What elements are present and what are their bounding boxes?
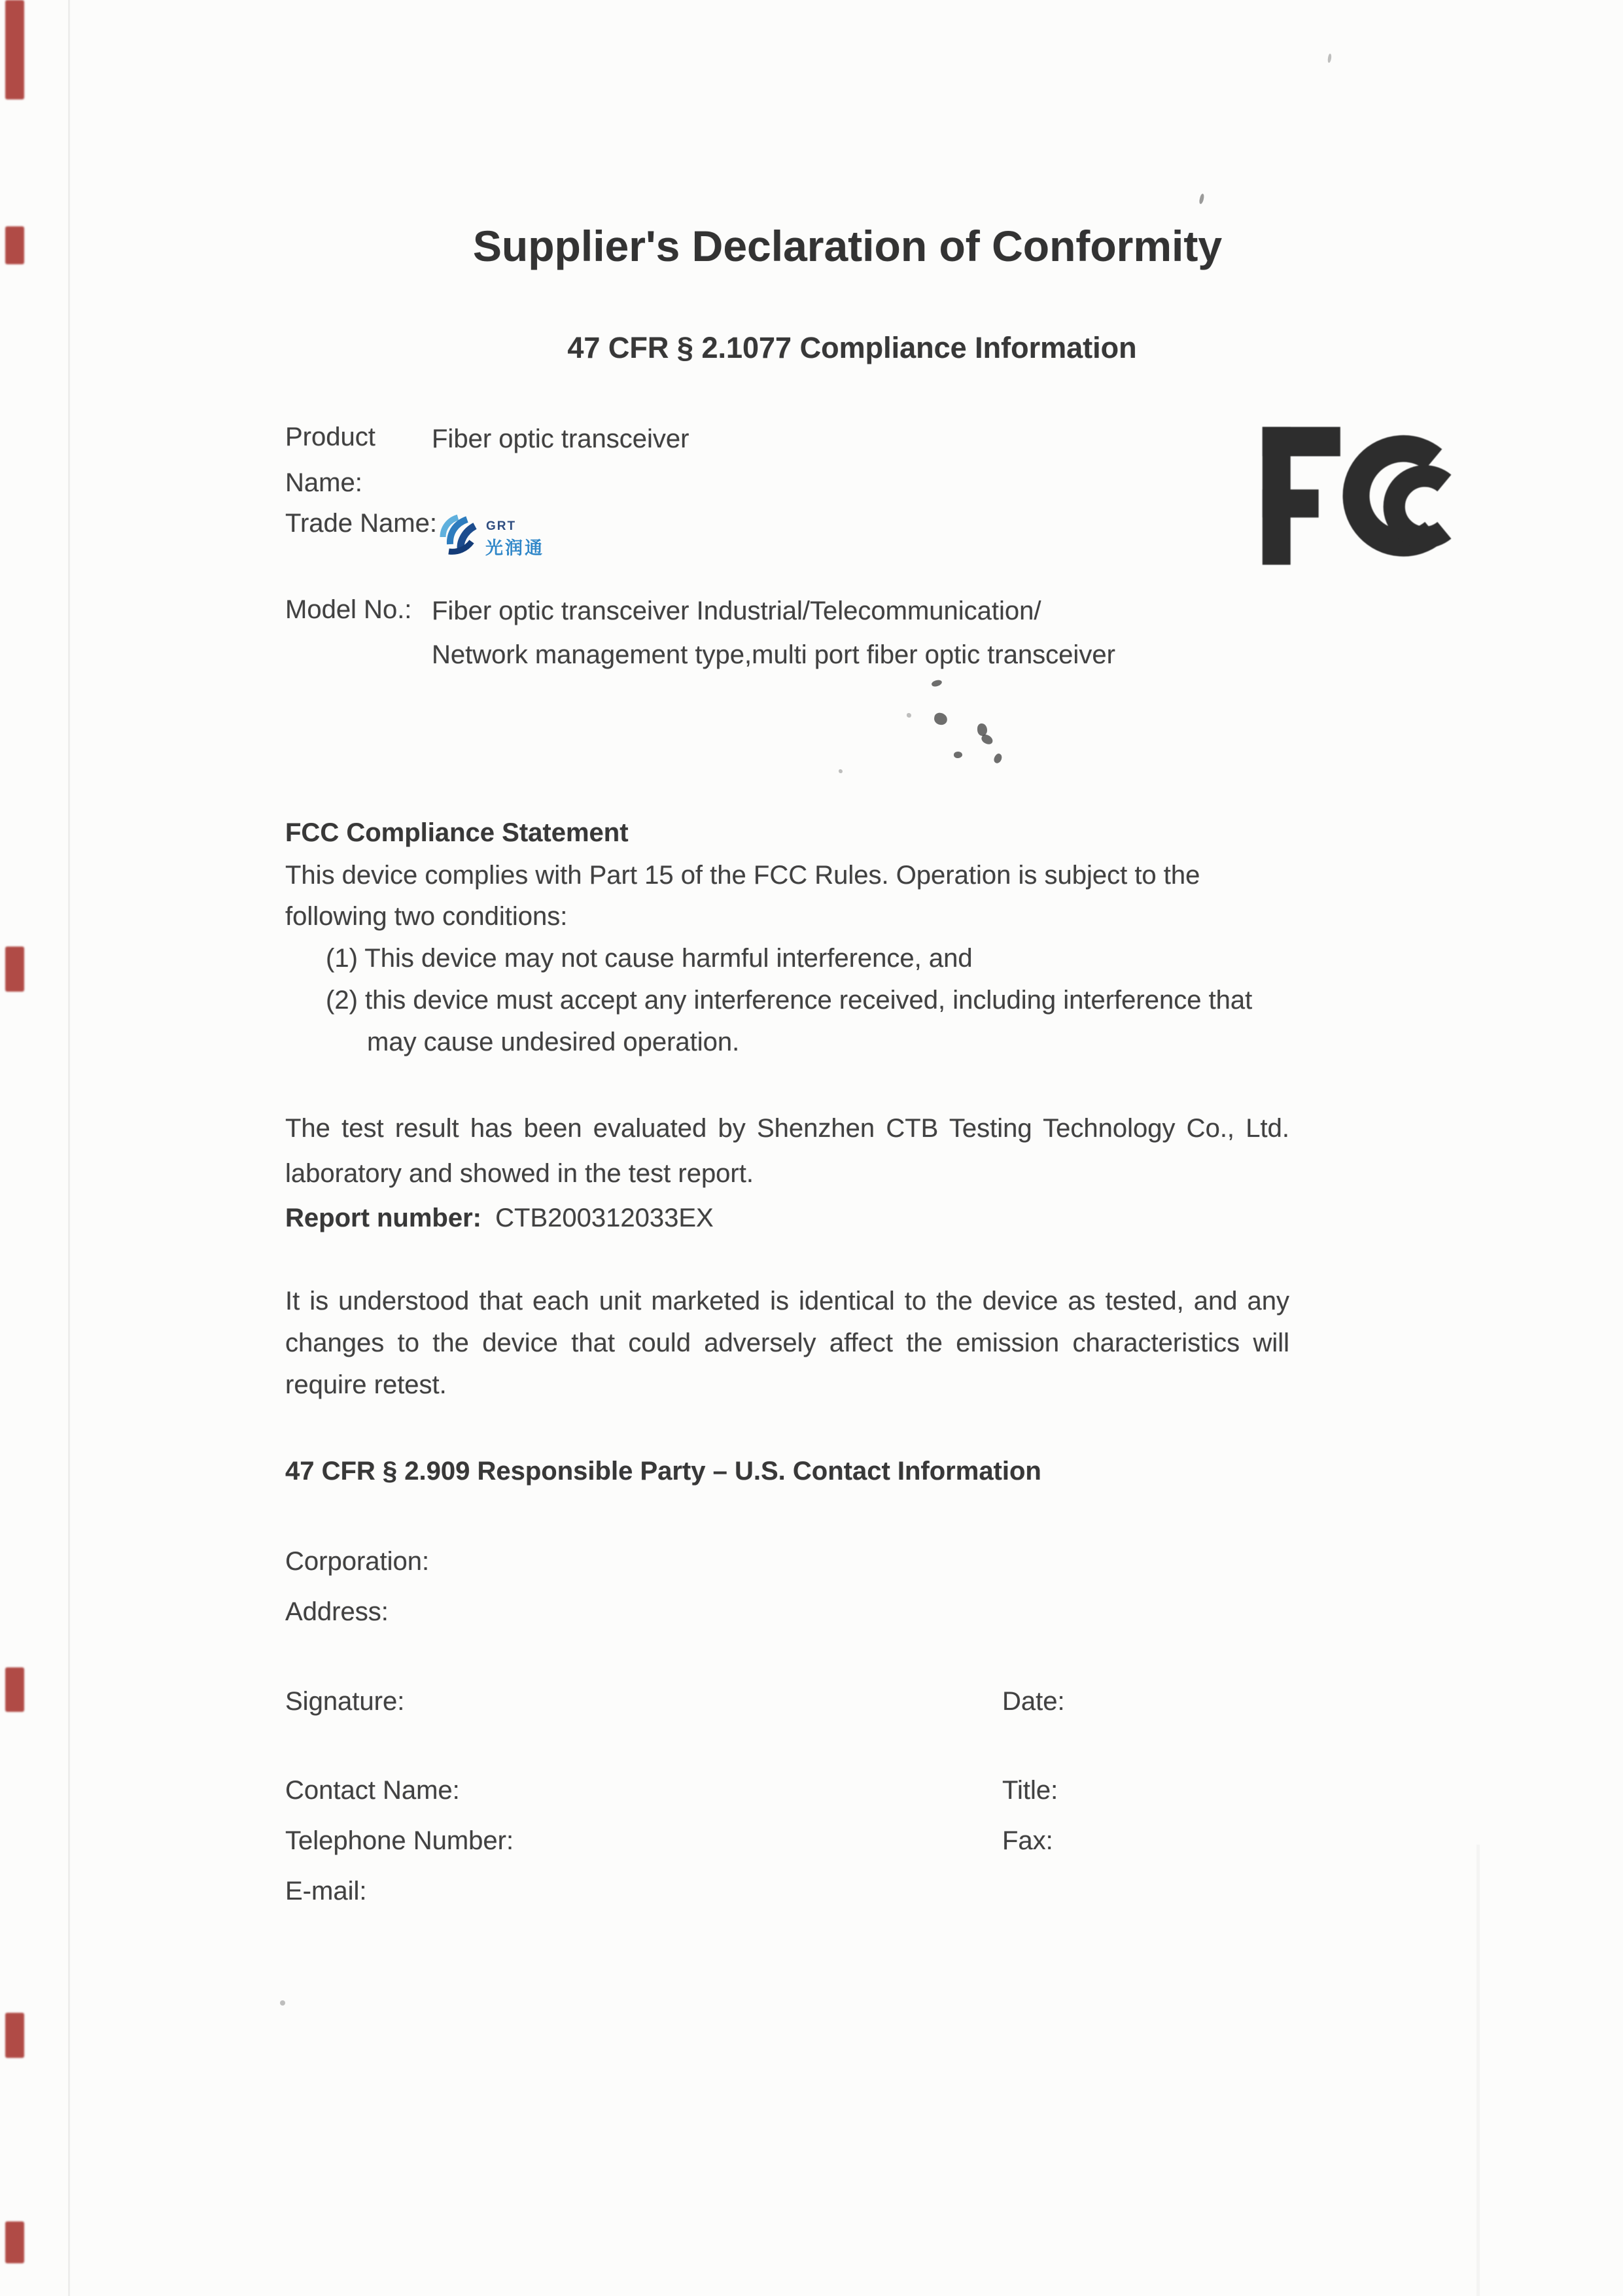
grt-brand-text: GRT (486, 519, 517, 533)
date-label: Date: (1002, 1687, 1065, 1716)
title-label: Title: (1002, 1776, 1058, 1805)
test-result-line2: laboratory and showed in the test report. (285, 1159, 754, 1188)
model-no-value-line2: Network management type,multi port fiber optic transceiver (432, 640, 1115, 669)
ink-speck (992, 752, 1003, 764)
fcc-condition-2-continued: may cause undesired operation. (367, 1028, 740, 1056)
ink-speck (931, 679, 943, 688)
scan-red-edge-mark (5, 0, 24, 99)
scan-streak (1476, 1845, 1480, 2296)
fax-label: Fax: (1002, 1826, 1053, 1855)
ink-speck (1327, 54, 1332, 63)
email-label: E-mail: (285, 1877, 367, 1905)
address-label: Address: (285, 1597, 389, 1626)
retest-line3: require retest. (285, 1370, 447, 1399)
ink-speck (953, 751, 963, 759)
grt-brand-cn-text: 光润通 (485, 538, 544, 558)
document-title: Supplier's Declaration of Conformity (472, 222, 1223, 270)
report-number-label: Report number: (285, 1204, 481, 1232)
fcc-condition-1: (1) This device may not cause harmful interference, and (326, 944, 973, 973)
ink-speck (934, 712, 949, 725)
ink-speck (839, 769, 843, 773)
fcc-statement-heading: FCC Compliance Statement (285, 818, 629, 847)
contact-name-label: Contact Name: (285, 1776, 460, 1805)
fcc-logo-small-c (1394, 476, 1444, 538)
grt-swirl-icon (443, 517, 475, 552)
test-result-line1: The test result has been evaluated by Shenzhen CTB Testing Technology Co., Ltd. (285, 1114, 1289, 1143)
trade-name-label: Trade Name: (285, 509, 437, 538)
model-no-value-line1: Fiber optic transceiver Industrial/Telecommunication/ (432, 597, 1041, 625)
document-subtitle: 47 CFR § 2.1077 Compliance Information (567, 331, 1137, 364)
fcc-statement-line1: This device complies with Part 15 of the FCC Rules. Operation is subject to the (285, 861, 1200, 890)
signature-label: Signature: (285, 1687, 405, 1716)
responsible-party-heading: 47 CFR § 2.909 Responsible Party – U.S. Contact Information (285, 1457, 1041, 1486)
fcc-condition-2: (2) this device must accept any interference received, including interference that (326, 986, 1253, 1015)
telephone-label: Telephone Number: (285, 1826, 514, 1855)
scan-red-edge-mark (5, 947, 24, 992)
scan-red-edge-mark (5, 2221, 24, 2263)
corporation-label: Corporation: (285, 1547, 430, 1576)
scan-red-edge-mark (5, 226, 24, 264)
retest-line1: It is understood that each unit marketed is identical to the device as tested, and any (285, 1287, 1289, 1315)
product-name-label: Product Name: (285, 423, 375, 497)
fcc-logo-f (1263, 427, 1340, 565)
model-no-label: Model No.: (285, 595, 412, 624)
scan-red-edge-mark (5, 2013, 24, 2058)
report-number-line (285, 1198, 714, 1239)
retest-line2: changes to the device that could adversely affect the emission characteristics will (285, 1329, 1289, 1357)
report-number-value: CTB200312033EX (495, 1204, 714, 1232)
ink-speck (280, 2000, 285, 2006)
product-name-value: Fiber optic transceiver (432, 425, 689, 453)
ink-speck (907, 713, 911, 718)
scan-red-edge-mark (5, 1667, 24, 1712)
ink-speck (1198, 193, 1205, 204)
grt-trade-logo (434, 512, 551, 562)
fcc-statement-line2: following two conditions: (285, 902, 568, 931)
fcc-logo (1257, 417, 1468, 574)
ink-speck (980, 733, 994, 746)
